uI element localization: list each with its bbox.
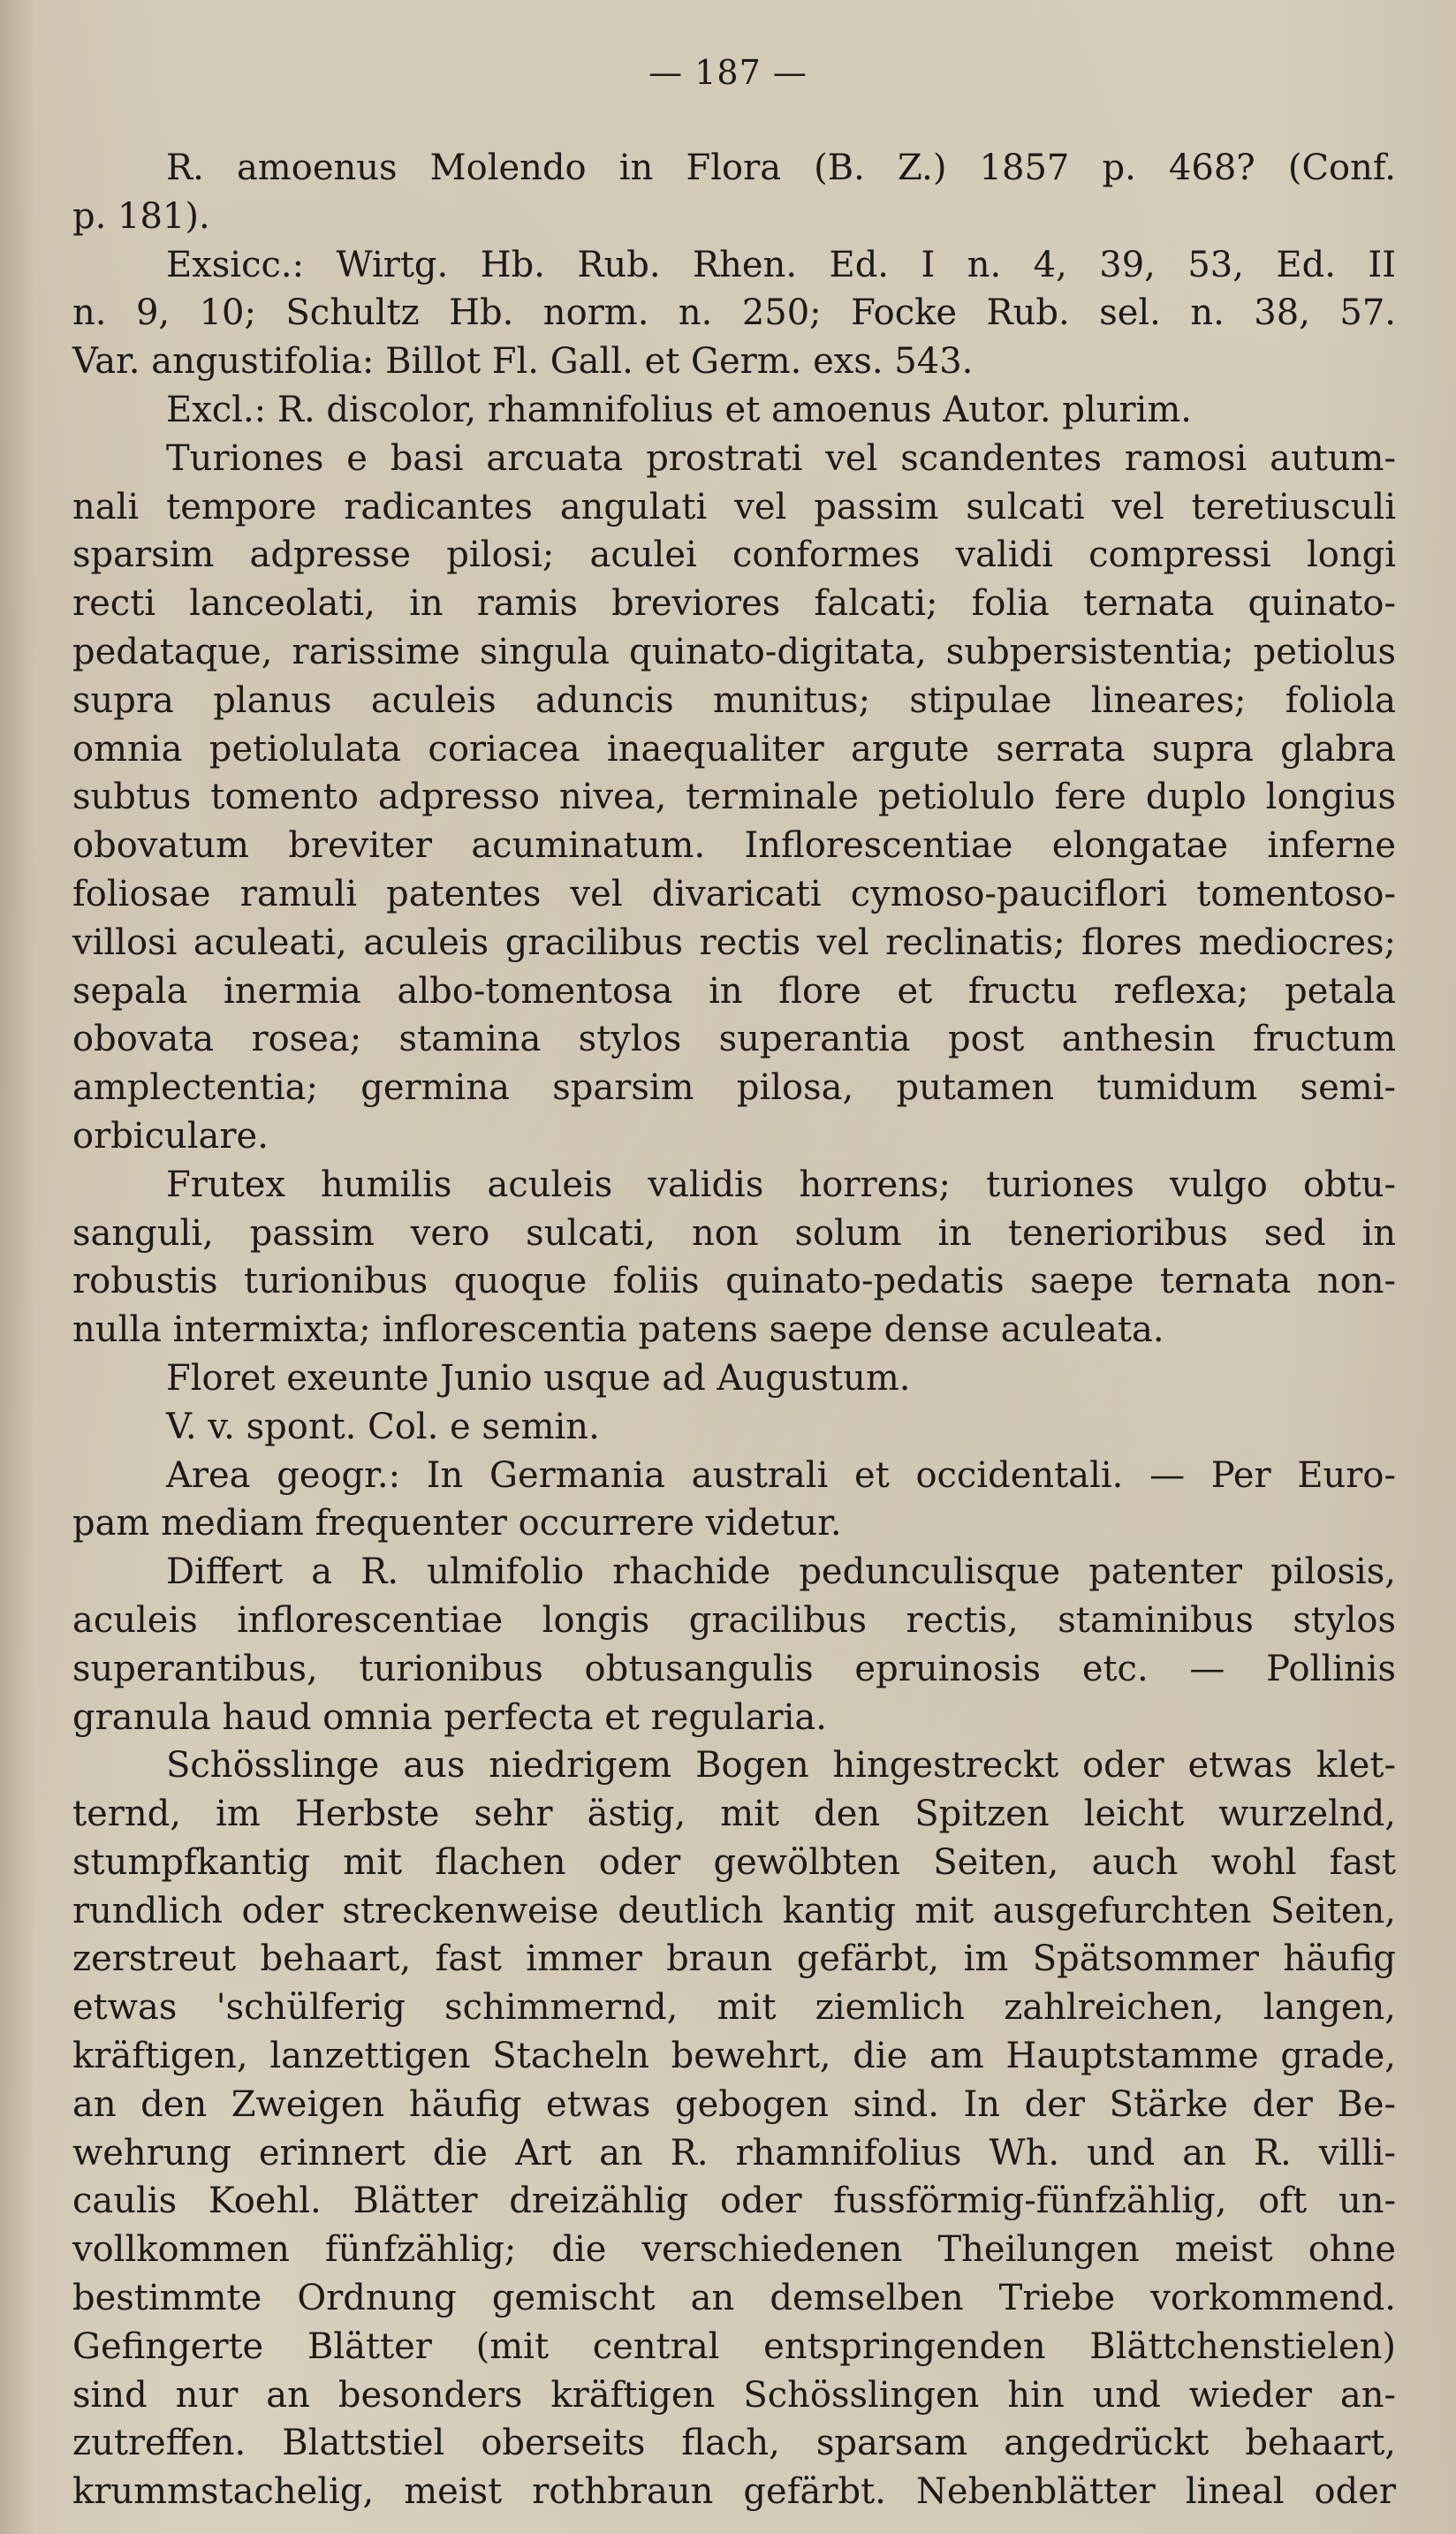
text-line: R. amoenus Molendo in Flora (B. Z.) 1857 p. 468? (Conf. [166,148,1396,188]
text-line: rundlich oder streckenweise deutlich kantig mit ausgefurchten Seiten, [72,1890,1396,1931]
text-line: amplectentia; germina sparsim pilosa, putamen tumidum semi- [72,1067,1396,1109]
text-line: recti lanceolati, in ramis breviores falcati; folia ternata quinato- [72,583,1396,625]
text-line: supra planus aculeis aduncis munitus; stipulae lineares; foliola [72,679,1396,721]
text-line: subtus tomento adpresso nivea, terminale petiolulo fere duplo longius [72,777,1396,818]
text-line: Floret exeunte Junio usque ad Augustum. [166,1357,911,1399]
text-line: Excl.: R. discolor, rhamnifolius et amoenus Autor. plurim. [166,389,1192,430]
text-line: Differt a R. ulmifolio rhachide pedunculisque patenter pilosis, [166,1552,1396,1593]
text-line: sparsim adpresse pilosi; aculei conformes validi compressi longi [72,535,1396,576]
text-line: caulis Koehl. Blätter dreizählig oder fussförmig-fünfzählig, oft un- [72,2181,1396,2222]
text-line: Gefingerte Blätter (mit central entspringenden Blättchenstielen) [72,2325,1396,2367]
text-line: villosi aculeati, aculeis gracilibus rectis vel reclinatis; flores mediocres; [72,922,1396,963]
text-line: Area geogr.: In Germania australi et occidentali. — Per Euro- [166,1454,1396,1496]
page-number: — 187 — [648,53,808,92]
text-line: an den Zweigen häufig etwas gebogen sind. In der Stärke der Be- [72,2083,1396,2125]
text-line: nulla intermixta; inflorescentia patens saepe dense aculeata. [72,1309,1164,1351]
text-line: nali tempore radicantes angulati vel passim sulcati vel teretiusculi [72,486,1396,527]
text-line: robustis turionibus quoque foliis quinato-pedatis saepe ternata non- [72,1261,1396,1302]
text-line: zutreffen. Blattstiel oberseits flach, sparsam angedrückt behaart, [72,2423,1396,2464]
text-line: granula haud omnia perfecta et regularia. [72,1696,827,1738]
text-line: krummstachelig, meist rothbraun gefärbt. Nebenblätter lineal oder [72,2471,1396,2513]
text-line: n. 9, 10; Schultz Hb. norm. n. 250; Focke Rub. sel. n. 38, 57. [72,292,1396,334]
text-line: omnia petiolulata coriacea inaequaliter argute serrata supra glabra [72,728,1396,770]
text-line: sepala inermia albo-tomentosa in flore et fructu reflexa; petala [72,970,1396,1012]
text-line: foliosae ramuli patentes vel divaricati cymoso-pauciflori tomentoso- [72,873,1396,914]
text-line: vollkommen fünfzählig; die verschiedenen Theilungen meist ohne [72,2229,1396,2271]
body-text [72,144,1396,2516]
text-line: Exsicc.: Wirtg. Hb. Rub. Rhen. Ed. I n. 4, 39, 53, Ed. II [166,244,1396,285]
text-line: pedataque, rarissime singula quinato-digitata, subpersistentia; petiolus [72,631,1396,672]
text-line: obovatum breviter acuminatum. Inflorescentiae elongatae inferne [72,825,1396,867]
text-line: zerstreut behaart, fast immer braun gefärbt, im Spätsommer häufig [72,1938,1396,1980]
text-line: kräftigen, lanzettigen Stacheln bewehrt, die am Hauptstamme grade, [72,2036,1396,2077]
text-line: pam mediam frequenter occurrere videtur. [72,1503,842,1544]
text-line: p. 181). [72,195,210,237]
text-line: sind nur an besonders kräftigen Schösslingen hin und wieder an- [72,2374,1396,2416]
text-line: stumpfkantig mit flachen oder gewölbten Seiten, auch wohl fast [72,1841,1396,1883]
text-line: orbiculare. [72,1115,269,1157]
text-line: sanguli, passim vero sulcati, non solum in tenerioribus sed in [72,1212,1396,1254]
text-line: Schösslinge aus niedrigem Bogen hingestreckt oder etwas klet- [166,1745,1396,1787]
text-line: ternd, im Herbste sehr ästig, mit den Spitzen leicht wurzelnd, [72,1794,1396,1835]
text-line: obovata rosea; stamina stylos superantia post anthesin fructum [72,1019,1396,1060]
text-line: wehrung erinnert die Art an R. rhamnifolius Wh. und an R. villi- [72,2132,1396,2174]
text-line: Frutex humilis aculeis validis horrens; turiones vulgo obtu- [166,1164,1396,1205]
text-line: Var. angustifolia: Billot Fl. Gall. et Germ. exs. 543. [72,341,974,383]
text-line: bestimmte Ordnung gemischt an demselben Triebe vorkommend. [72,2278,1396,2319]
text-line: Turiones e basi arcuata prostrati vel scandentes ramosi autum- [166,437,1396,479]
text-line: aculeis inflorescentiae longis gracilibus rectis, staminibus stylos [72,1599,1396,1641]
text-line: etwas 'schülferig schimmernd, mit ziemlich zahlreichen, langen, [72,1987,1396,2029]
text-line: V. v. spont. Col. e semin. [166,1406,600,1447]
text-line: superantibus, turionibus obtusangulis epruinosis etc. — Pollinis [72,1648,1396,1689]
